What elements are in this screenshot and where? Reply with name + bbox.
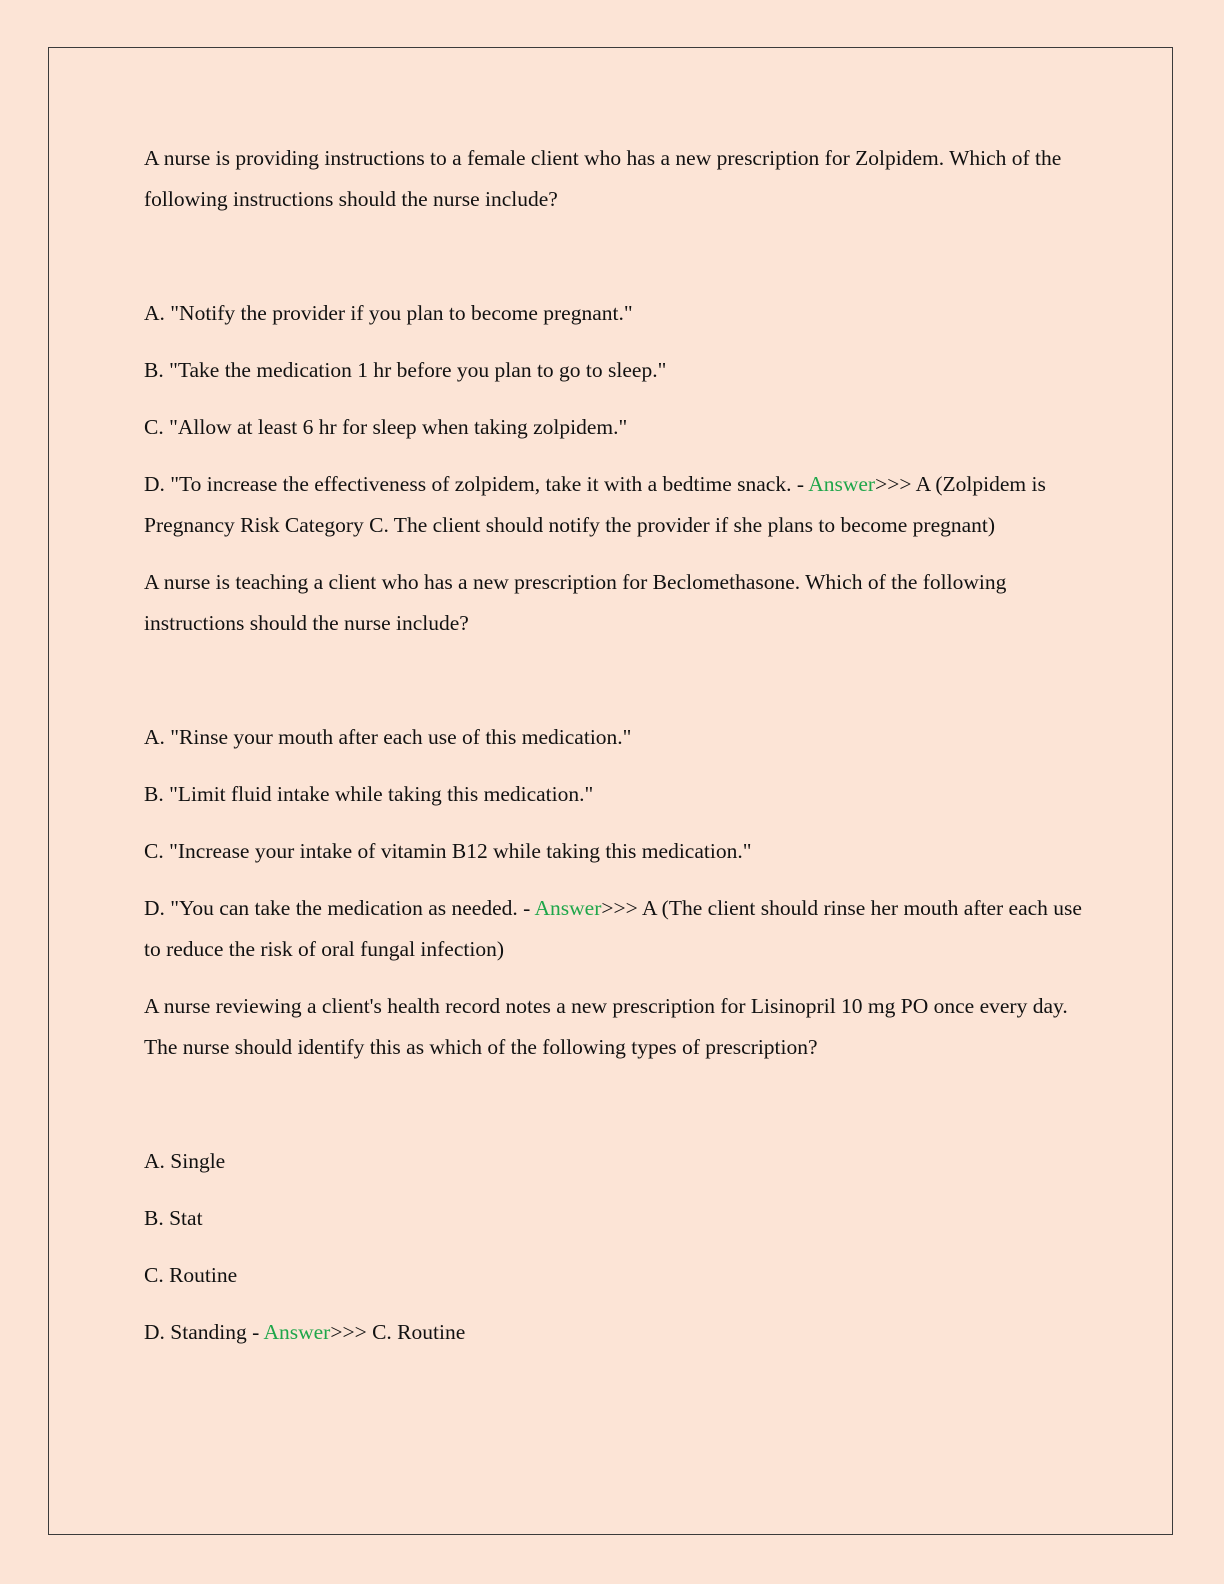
answer-explanation: >>> A (Zolpidem is Pregnancy Risk Category C. The client should notify the provider if she plans to become pregnant) xyxy=(144,472,1046,537)
question-stem: A nurse is teaching a client who has a new prescription for Beclomethasone. Which of the following instructions should the nurse include? xyxy=(144,570,1007,635)
option-c: C. "Increase your intake of vitamin B12 while taking this medication." xyxy=(144,839,752,863)
option-d-with-answer xyxy=(144,464,1084,546)
spacer xyxy=(144,236,1084,293)
document-content xyxy=(144,138,1084,1369)
question-block-1 xyxy=(144,138,1084,546)
spacer xyxy=(144,660,1084,717)
answer-label: Answer xyxy=(263,1320,331,1344)
option-d-with-answer xyxy=(144,1312,1084,1353)
answer-label: Answer xyxy=(808,472,876,496)
question-stem: A nurse reviewing a client's health record notes a new prescription for Lisinopril 10 mg PO once every day. The nurse should identify this as which of the following types of prescription? xyxy=(144,994,1068,1059)
answer-explanation: >>> C. Routine xyxy=(330,1320,466,1344)
option-d-text: D. "You can take the medication as needed. - xyxy=(144,896,535,920)
answer-explanation: >>> A (The client should rinse her mouth after each use to reduce the risk of oral fungal infection) xyxy=(144,896,1082,961)
answer-label: Answer xyxy=(534,896,602,920)
spacer xyxy=(144,1084,1084,1141)
option-b: B. "Limit fluid intake while taking this medication." xyxy=(144,782,594,806)
option-a: A. "Notify the provider if you plan to become pregnant." xyxy=(144,301,633,325)
option-d-with-answer xyxy=(144,888,1084,970)
question-block-3 xyxy=(144,986,1084,1353)
option-a: A. "Rinse your mouth after each use of this medication." xyxy=(144,725,632,749)
option-a: A. Single xyxy=(144,1149,226,1173)
option-d-text: D. "To increase the effectiveness of zolpidem, take it with a bedtime snack. - xyxy=(144,472,809,496)
question-block-2 xyxy=(144,562,1084,970)
option-c: C. "Allow at least 6 hr for sleep when taking zolpidem." xyxy=(144,415,628,439)
option-b: B. Stat xyxy=(144,1206,203,1230)
option-b: B. "Take the medication 1 hr before you plan to go to sleep." xyxy=(144,358,667,382)
option-d-text: D. Standing - xyxy=(144,1320,264,1344)
question-stem: A nurse is providing instructions to a female client who has a new prescription for Zolpidem. Which of the following instructions should the nurse include? xyxy=(144,146,1062,211)
option-c: C. Routine xyxy=(144,1263,238,1287)
